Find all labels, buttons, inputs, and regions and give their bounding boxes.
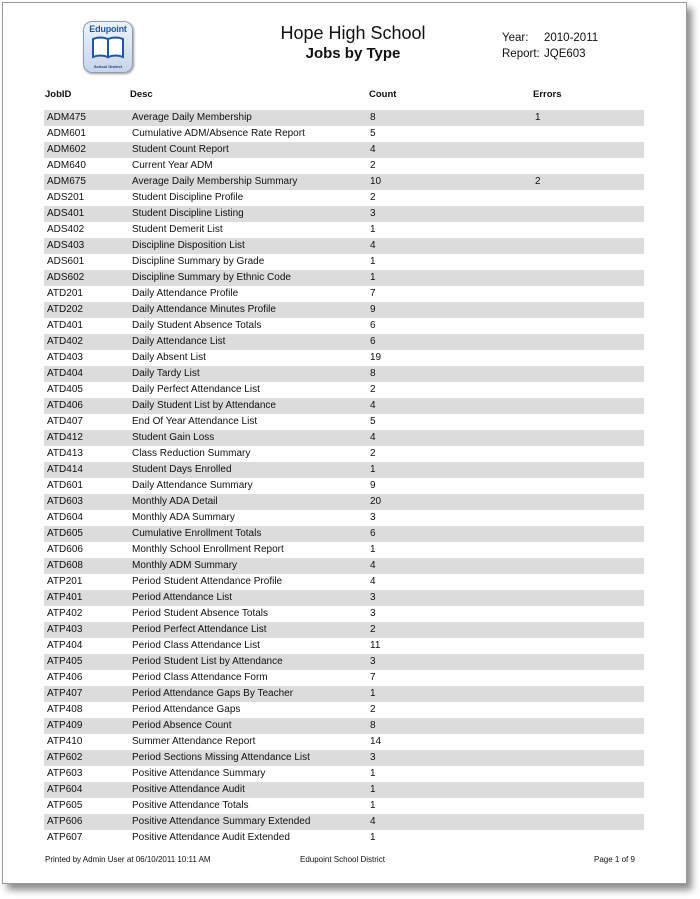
job-desc: Daily Attendance Summary — [132, 480, 253, 491]
job-desc: Period Student Attendance Profile — [132, 576, 283, 587]
job-count: 3 — [370, 208, 376, 219]
job-id: ADS402 — [47, 224, 85, 235]
job-id: ADM675 — [47, 176, 86, 187]
job-desc: Daily Student List by Attendance — [132, 400, 276, 411]
job-desc: Period Student List by Attendance — [132, 656, 283, 667]
job-id: ATD414 — [47, 464, 83, 475]
table-row — [44, 334, 644, 350]
job-id: ATP403 — [47, 624, 83, 635]
footer-district: Edupoint School District — [300, 855, 385, 864]
job-id: ADS201 — [47, 192, 85, 203]
job-desc: Summer Attendance Report — [132, 736, 256, 747]
job-count: 11 — [370, 640, 381, 651]
job-desc: Average Daily Membership Summary — [132, 176, 298, 187]
table-row — [44, 734, 644, 750]
year-value: 2010-2011 — [544, 32, 599, 44]
job-count: 4 — [370, 816, 376, 827]
job-desc: Daily Absent List — [132, 352, 206, 363]
job-id: ATD405 — [47, 384, 83, 395]
job-desc: Cumulative ADM/Absence Rate Report — [132, 128, 305, 139]
job-count: 1 — [370, 464, 376, 475]
job-desc: Daily Attendance Minutes Profile — [132, 304, 276, 315]
job-count: 1 — [370, 784, 376, 795]
job-id: ATD406 — [47, 400, 83, 411]
job-id: ADS403 — [47, 240, 85, 251]
job-count: 1 — [370, 768, 376, 779]
job-id: ATP408 — [47, 704, 83, 715]
table-row — [44, 414, 644, 430]
job-count: 1 — [370, 224, 376, 235]
job-errors: 1 — [535, 112, 541, 123]
job-desc: Period Absence Count — [132, 720, 232, 731]
job-desc: End Of Year Attendance List — [132, 416, 258, 427]
job-desc: Positive Attendance Audit Extended — [132, 832, 290, 843]
table-row — [44, 270, 644, 286]
job-count: 2 — [370, 160, 376, 171]
table-row — [44, 686, 644, 702]
job-desc: Current Year ADM — [132, 160, 213, 171]
table-row — [44, 110, 644, 126]
job-desc: Positive Attendance Summary Extended — [132, 816, 311, 827]
job-count: 6 — [370, 320, 376, 331]
job-id: ATP201 — [47, 576, 83, 587]
job-id: ATD404 — [47, 368, 83, 379]
job-count: 8 — [370, 368, 376, 379]
job-count: 1 — [370, 272, 376, 283]
job-desc: Student Count Report — [132, 144, 229, 155]
table-row — [44, 126, 644, 142]
table-row — [44, 382, 644, 398]
job-desc: Period Class Attendance List — [132, 640, 260, 651]
table-row — [44, 318, 644, 334]
job-count: 5 — [370, 416, 376, 427]
job-count: 8 — [370, 112, 376, 123]
job-id: ATP607 — [47, 832, 83, 843]
column-header-jobid: JobID — [45, 89, 72, 100]
job-desc: Student Gain Loss — [132, 432, 215, 443]
table-row — [44, 590, 644, 606]
table-row — [44, 254, 644, 270]
year-label: Year: — [502, 32, 529, 44]
logo-brand-text: Edupoint — [89, 24, 127, 34]
job-id: ATP602 — [47, 752, 83, 763]
table-row — [44, 494, 644, 510]
job-desc: Daily Attendance Profile — [132, 288, 239, 299]
footer-page-number: Page 1 of 9 — [594, 855, 635, 864]
job-count: 3 — [370, 608, 376, 619]
job-id: ATP606 — [47, 816, 83, 827]
table-row — [44, 718, 644, 734]
job-count: 2 — [370, 192, 376, 203]
job-id: ATP604 — [47, 784, 83, 795]
job-desc: Positive Attendance Summary — [132, 768, 266, 779]
job-desc: Student Discipline Profile — [132, 192, 244, 203]
job-count: 6 — [370, 528, 376, 539]
table-row — [44, 190, 644, 206]
logo-subtitle: School District — [93, 64, 123, 69]
job-desc: Discipline Summary by Grade — [132, 256, 265, 267]
table-row — [44, 302, 644, 318]
table-row — [44, 798, 644, 814]
job-desc: Period Class Attendance Form — [132, 672, 268, 683]
table-row — [44, 670, 644, 686]
report-page — [2, 2, 687, 884]
job-id: ATP405 — [47, 656, 83, 667]
job-id: ADM475 — [47, 112, 86, 123]
table-row — [44, 654, 644, 670]
job-id: ATP406 — [47, 672, 83, 683]
job-desc: Period Attendance Gaps By Teacher — [132, 688, 294, 699]
table-row — [44, 830, 644, 846]
job-id: ATD413 — [47, 448, 83, 459]
job-desc: Period Perfect Attendance List — [132, 624, 267, 635]
job-desc: Monthly ADM Summary — [132, 560, 238, 571]
job-count: 10 — [370, 176, 382, 187]
job-count: 3 — [370, 592, 376, 603]
table-row — [44, 526, 644, 542]
job-id: ATP401 — [47, 592, 83, 603]
job-id: ATP603 — [47, 768, 83, 779]
job-count: 7 — [370, 288, 376, 299]
job-desc: Average Daily Membership — [132, 112, 252, 123]
job-id: ATD201 — [47, 288, 83, 299]
table-row — [44, 766, 644, 782]
job-desc: Daily Student Absence Totals — [132, 320, 262, 331]
job-id: ADM602 — [47, 144, 86, 155]
job-desc: Period Sections Missing Attendance List — [132, 752, 310, 763]
job-id: ATP407 — [47, 688, 83, 699]
job-id: ATP410 — [47, 736, 83, 747]
job-desc: Period Attendance Gaps — [132, 704, 241, 715]
table-row — [44, 286, 644, 302]
job-count: 7 — [370, 672, 376, 683]
job-desc: Daily Perfect Attendance List — [132, 384, 260, 395]
job-desc: Monthly School Enrollment Report — [132, 544, 284, 555]
table-row — [44, 478, 644, 494]
job-id: ADS602 — [47, 272, 85, 283]
job-count: 9 — [370, 480, 376, 491]
job-count: 1 — [370, 256, 376, 267]
table-row — [44, 702, 644, 718]
job-count: 2 — [370, 448, 376, 459]
edupoint-logo — [83, 21, 133, 73]
job-count: 9 — [370, 304, 376, 315]
book-icon — [91, 35, 125, 59]
job-count: 1 — [370, 544, 376, 555]
job-count: 4 — [370, 560, 376, 571]
report-label: Report: — [502, 48, 540, 60]
job-id: ATP404 — [47, 640, 83, 651]
job-id: ATP605 — [47, 800, 83, 811]
table-row — [44, 558, 644, 574]
job-count: 4 — [370, 144, 376, 155]
job-id: ADM601 — [47, 128, 86, 139]
column-header-errors: Errors — [533, 89, 562, 100]
job-count: 14 — [370, 736, 382, 747]
school-name: Hope High School — [280, 23, 426, 43]
job-count: 6 — [370, 336, 376, 347]
job-count: 1 — [370, 688, 376, 699]
job-count: 4 — [370, 576, 376, 587]
table-row — [44, 158, 644, 174]
report-title: Jobs by Type — [305, 45, 401, 62]
report-value: JQE603 — [544, 48, 586, 60]
job-count: 19 — [370, 352, 382, 363]
job-errors: 2 — [535, 176, 541, 187]
job-count: 8 — [370, 720, 376, 731]
job-id: ATD202 — [47, 304, 83, 315]
job-count: 3 — [370, 512, 376, 523]
table-row — [44, 574, 644, 590]
job-desc: Discipline Disposition List — [132, 240, 245, 251]
job-count: 20 — [370, 496, 382, 507]
job-desc: Class Reduction Summary — [132, 448, 251, 459]
job-id: ADS401 — [47, 208, 85, 219]
job-desc: Positive Attendance Totals — [132, 800, 249, 811]
job-id: ATP402 — [47, 608, 83, 619]
table-row — [44, 542, 644, 558]
job-desc: Monthly ADA Detail — [132, 496, 218, 507]
job-desc: Daily Tardy List — [132, 368, 200, 379]
table-row — [44, 350, 644, 366]
job-id: ATD604 — [47, 512, 83, 523]
job-count: 4 — [370, 400, 376, 411]
job-id: ADS601 — [47, 256, 85, 267]
job-desc: Daily Attendance List — [132, 336, 226, 347]
table-row — [44, 638, 644, 654]
footer-printed-by: Printed by Admin User at 06/10/2011 10:11 AM — [45, 855, 211, 864]
job-id: ATD401 — [47, 320, 83, 331]
job-id: ATD601 — [47, 480, 83, 491]
column-header-desc: Desc — [130, 89, 153, 100]
job-id: ATD412 — [47, 432, 83, 443]
job-id: ATD403 — [47, 352, 83, 363]
job-id: ATD402 — [47, 336, 83, 347]
job-id: ATD407 — [47, 416, 83, 427]
table-row — [44, 622, 644, 638]
job-desc: Monthly ADA Summary — [132, 512, 235, 523]
job-desc: Student Days Enrolled — [132, 464, 232, 475]
table-row — [44, 430, 644, 446]
job-count: 3 — [370, 752, 376, 763]
job-count: 3 — [370, 656, 376, 667]
table-row — [44, 222, 644, 238]
job-id: ATD608 — [47, 560, 83, 571]
table-row — [44, 510, 644, 526]
table-row — [44, 174, 644, 190]
job-desc: Cumulative Enrollment Totals — [132, 528, 262, 539]
jobs-table-body — [44, 110, 644, 846]
table-row — [44, 366, 644, 382]
job-id: ATD605 — [47, 528, 83, 539]
job-desc: Period Attendance List — [132, 592, 233, 603]
job-count: 2 — [370, 624, 376, 635]
job-id: ATP409 — [47, 720, 83, 731]
table-row — [44, 750, 644, 766]
table-row — [44, 238, 644, 254]
job-count: 1 — [370, 832, 376, 843]
job-desc: Discipline Summary by Ethnic Code — [132, 272, 291, 283]
table-row — [44, 814, 644, 830]
job-desc: Student Discipline Listing — [132, 208, 244, 219]
job-desc: Student Demerit List — [132, 224, 223, 235]
table-row — [44, 462, 644, 478]
job-desc: Positive Attendance Audit — [132, 784, 245, 795]
column-header-count: Count — [369, 89, 397, 100]
job-desc: Period Student Absence Totals — [132, 608, 269, 619]
job-id: ADM640 — [47, 160, 86, 171]
job-count: 4 — [370, 432, 376, 443]
table-row — [44, 606, 644, 622]
job-count: 5 — [370, 128, 376, 139]
table-row — [44, 142, 644, 158]
job-id: ATD606 — [47, 544, 83, 555]
job-count: 2 — [370, 384, 376, 395]
job-id: ATD603 — [47, 496, 83, 507]
job-count: 4 — [370, 240, 376, 251]
job-count: 1 — [370, 800, 376, 811]
table-row — [44, 398, 644, 414]
table-row — [44, 206, 644, 222]
job-count: 2 — [370, 704, 376, 715]
table-row — [44, 446, 644, 462]
table-row — [44, 782, 644, 798]
